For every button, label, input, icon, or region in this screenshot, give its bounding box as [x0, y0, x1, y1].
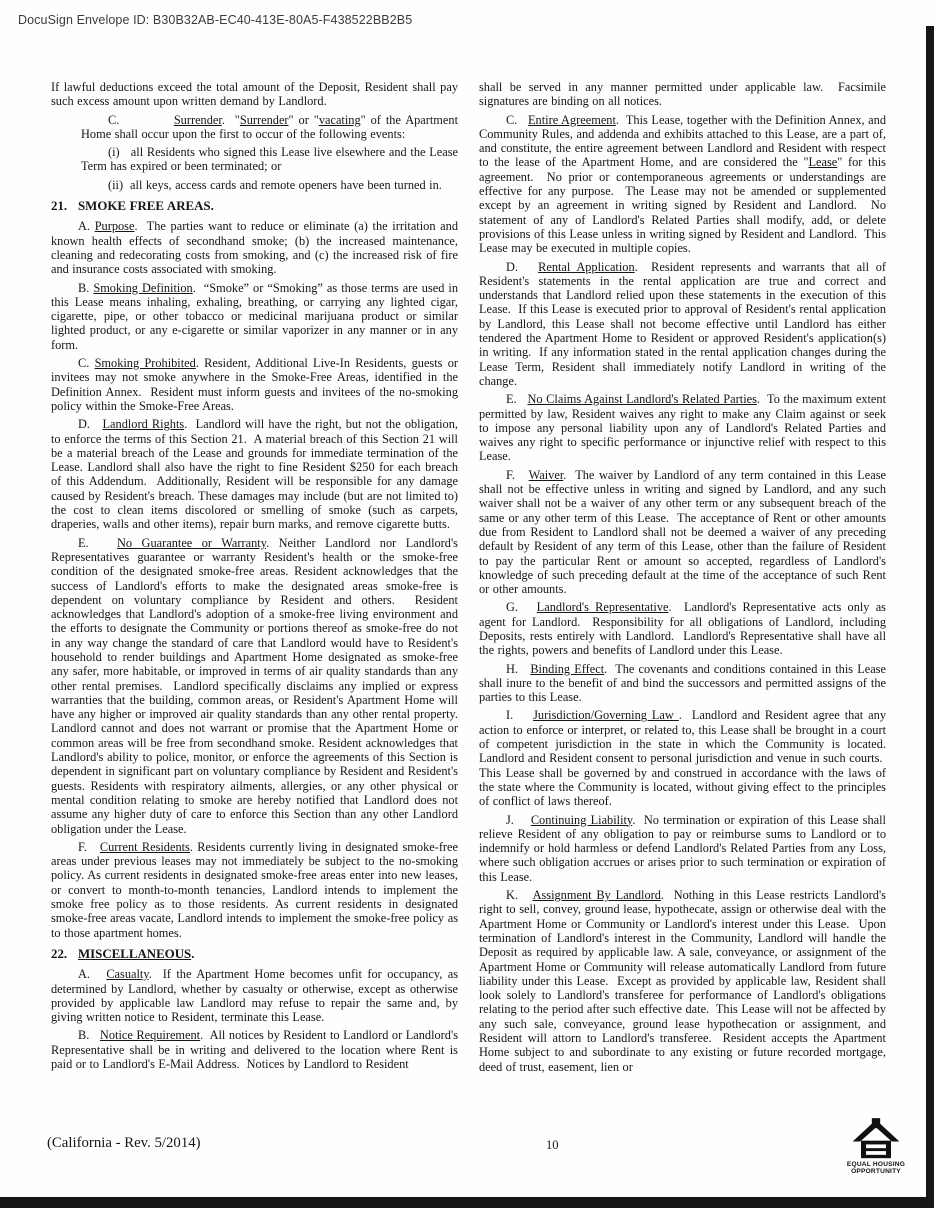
clause-22k-assignment-by-landlord: K. Assignment By Landlord. Nothing in this Lease restricts Landlord's right to sell, convey, ground lease, hypothecate, assign or otherwise deal with the Apartment Home or Community or Landlord's interest under this Lease. Upon termination of Landlord's interest in the Community, Landlord will handle the Deposit as required by applicable law. A sale, conveyance, or assignment of the Apartment Home or Community will release automatically Landlord from future liability under this Lease. Except as provided by applicable law, Resident shall look solely to Landlord's transferee for performance of Landlord's obligations relating to the period after such effective date. This Lease will not be affected by any such sale, conveyance, ground lease hypothecation or assignment, and Resident will attorn to Landlord's transferee. Resident accepts the Apartment Home subject to and subordinate to any existing or future recorded mortgage, deed of trust, easement, lien or	[479, 888, 887, 1074]
clause-22j-continuing-liability: J. Continuing Liability. No termination or expiration of this Lease shall relieve Resident of any obligation to pay or reimburse sums to Landlord or to indemnify or hold harmless or defend Landlord's Related Parties from any Loss, where such obligation accrues or arises prior to such termination or expiration of this Lease.	[479, 812, 886, 884]
clause-21c-smoking-prohibited: C. Smoking Prohibited. Resident, Additional Live-In Residents, guests or invitees may not smoke anywhere in the Smoke-Free Areas, identified in the Definition Annex. Resident must inform guests and invitees of the no-smoking policy within the Smoke-Free Areas.	[51, 356, 458, 413]
clause-22g-landlords-representative: G. Landlord's Representative. Landlord's Representative acts only as agent for Landlord. Responsibility for all obligations of Landlord, including Deposits, rests entirely with Landlord. Landlord's Representative shall have all the rights, powers and benefits of Landlord under this Lease.	[479, 600, 886, 658]
equal-housing-house-icon	[851, 1118, 901, 1160]
heading-21-smoke-free-areas: 21. SMOKE FREE AREAS.	[51, 199, 214, 214]
clause-21f-current-residents: F. Current Residents. Residents currently living in designated smoke-free areas under previous leases may not immediately be subject to the no-smoking policy. As current residents in designated smoke-free areas enter into new leases, or convert to month-to-month tenancies, Landlord intends to implement the smoke free policy as to those residents. As current residents in designated smoke-free areas vacate, Landlord intends to implement the smoke-free policy as to those apartment homes.	[51, 839, 459, 940]
footer-revision: (California - Rev. 5/2014)	[47, 1135, 201, 1151]
clause-22d-rental-application: D. Rental Application. Resident represents and warrants that all of Resident's statements in the rental application are true and correct and understands that Landlord relied upon these statements in the execution of this Lease. If this Lease is executed prior to approval of Resident's rental application by Landlord, this Lease shall not become effective until Landlord has either tendered the Apartment Home to Resident or approved Resident's application(s) in writing. If any information stated in the rental application changes during the Lease Term, Resident shall immediately notify Landlord in writing of the change.	[479, 259, 886, 388]
scan-edge-bottom	[0, 1197, 934, 1208]
page-number: 10	[546, 1138, 559, 1152]
item-ii: (ii) all keys, access cards and remote openers have been turned in.	[108, 177, 442, 192]
clause-22f-waiver: F. Waiver. The waiver by Landlord of any term contained in this Lease shall not be effective unless in writing and signed by Landlord, and any such waiver shall not be a waiver of any other term or any subsequent breach of the same or any other term of this Lease. The acceptance of Rent or other amounts due from Resident to Landlord shall not be deemed a waiver of any preceding default by Resident of any term of this Lease, other than the failure of Resident to pay the particular Rent or amount so accepted, regardless of Landlord's knowledge of such preceding default at the time of the acceptance of such Rent or other amounts.	[479, 467, 886, 597]
clause-21b-smoking-definition: B. Smoking Definition. “Smoke” or “Smoking” as those terms are used in this Lease means inhaling, exhaling, breathing, or carrying any lighted cigar, cigarette, pipe, or other tobacco or medicinal marijuana product or similar lighted product, or any e-cigarette or similar vaporizer in any manner or in any form.	[51, 280, 459, 352]
equal-housing-logo	[840, 1118, 912, 1175]
right-column	[479, 80, 886, 1078]
clause-21d-landlord-rights: D. Landlord Rights. Landlord will have the right, but not the obligation, to enforce the terms of this Section 21. A material breach of this Section 21 will be a material breach of the Lease and grounds for immediate termination of the Lease. Landlord shall also have the right to fine Resident $250 for each breach of this Addendum. Additionally, Resident will be responsible for any damage caused by Resident's breach. These damages may include (but are not limited to) the cost to clean items discolored or smelling of smoke (such as carpets, draperies, walls and other items), repair burn marks, and remove cigarette butts.	[51, 417, 458, 532]
clause-21a-purpose: A. Purpose. The parties want to reduce or eliminate (a) the irritation and known health effects of secondhand smoke; (b) the increased maintenance, cleaning and redecorating costs from smoking, and (c) the increased risk of fire and insurance costs associated with smoking.	[51, 219, 458, 277]
clause-22e-no-claims: E. No Claims Against Landlord's Related Parties. To the maximum extent permitted by law, Resident waives any right to make any Claim against or seek to impose any personal liability upon any of Landlord's Related Parties and waives any right to specific performance or injunctive relief with respect to this Lease.	[479, 392, 887, 464]
clause-21e-no-guarantee-or-warranty: E. No Guarantee or Warranty. Neither Landlord nor Landlord's Representatives guarantee or warranty Resident's health or the smoke-free condition of the designated smoke-free areas. Resident acknowledges that the success of Landlord's efforts to make the designated areas smoke-free is dependent on voluntary compliance by Resident and others. Resident acknowledges that Landlord's adoption of a smoke-free living environment and the efforts to designate the Community or portions thereof as smoke-free do not in any way change the standard of care that Landlord would have to Resident's household to render buildings and Apartment Home designated as smoke-free any safer, more habitable, or improved in terms of air quality standards than any other rental premises. Landlord specifically disclaims any implied or express warranties that the building, common areas, or Resident's Apartment Home will have any higher or improved air quality standards than any other rental property. Landlord cannot and does not warrant or promise that the Apartment Home or common areas will be free from secondhand smoke. Resident acknowledges that Landlord's ability to police, monitor, or enforce the agreements of this Section is dependent in significant part on voluntary compliance by Resident and Resident's guests. Residents with respiratory ailments, allergies, or any other physical or mental condition relating to smoke are hereby notified that Landlord does not assume any higher duty of care to enforce this Section than any other Landlord obligation under the Lease.	[51, 535, 458, 836]
clause-22h-binding-effect: H. Binding Effect. The covenants and conditions contained in this Lease shall inure to the benefit of and bind the successors and permitted assigns of the parties to this Lease.	[479, 661, 886, 705]
paragraph-deposit-continuation: If lawful deductions exceed the total amount of the Deposit, Resident shall pay such excess amount upon written demand by Landlord.	[51, 80, 458, 109]
item-i: (i) all Residents who signed this Lease live elsewhere and the Lease Term has expired or been terminated; or	[81, 145, 458, 174]
paragraph-notices-continuation: shall be served in any manner permitted under applicable law. Facsimile signatures are binding on all notices.	[479, 80, 886, 109]
equal-housing-text: EQUAL HOUSING OPPORTUNITY	[846, 1161, 906, 1175]
scan-edge-right	[926, 26, 934, 1208]
heading-22-miscellaneous: 22. MISCELLANEOUS.	[51, 946, 195, 961]
clause-c-surrender: C. Surrender. "Surrender" or "vacating" of the Apartment Home shall occur upon the first to occur of the following events:	[81, 112, 458, 141]
clause-22a-casualty: A. Casualty. If the Apartment Home becomes unfit for occupancy, as determined by Landlord, whether by casualty or otherwise, except as otherwise provided by applicable law Landlord may refuse to repair the same and, by giving written notice to Resident, terminate this Lease.	[51, 967, 459, 1025]
docusign-envelope-id: DocuSign Envelope ID: B30B32AB-EC40-413E-80A5-F438522BB2B5	[18, 13, 413, 27]
left-column	[51, 80, 458, 1075]
clause-22i-jurisdiction-governing-law: I. Jurisdiction/Governing Law . Landlord and Resident agree that any action to enforce or interpret, or related to, this Lease shall be brought in a court of competent jurisdiction in the state in which the Community is located. Landlord and Resident consent to personal jurisdiction and venue in such courts. This Lease shall be governed by and construed in accordance with the laws of the state where the Community is located, without giving effect to the principles of conflict of laws thereof.	[479, 708, 887, 809]
clause-22b-notice-requirement: B. Notice Requirement. All notices by Resident to Landlord or Landlord's Representative shall be in writing and delivered to the location where Rent is paid or to Landlord's E-Mail Address. Notices by Landlord to Resident	[51, 1028, 458, 1071]
clause-22c-entire-agreement: C. Entire Agreement. This Lease, together with the Definition Annex, and Community Rules, and addenda and exhibits attached to this Lease, are a part of, and constitute, the entire agreement between Landlord and Resident with respect to the lease of the Apartment Home, and are considered the "Lease" for this agreement. No prior or contemporaneous agreements or understandings are effective for any purpose. The Lease may not be amended or supplemented except by an agreement in writing signed by Resident and Landlord. No statement of any of Landlord's Related Parties shall modify, add, or delete provisions of this Lease unless in writing signed by Resident and Landlord. This Lease may be executed in multiple copies.	[479, 112, 886, 256]
